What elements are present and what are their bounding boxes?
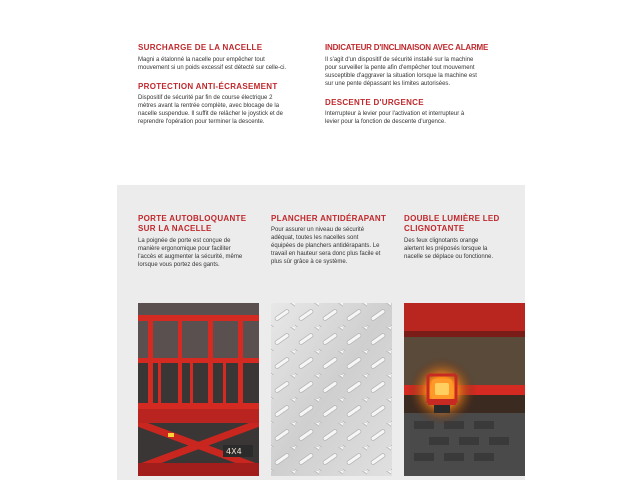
overload-title: SURCHARGE DE LA NACELLE (138, 43, 263, 52)
overload-body: Magni a étalonné la nacelle pour empêcher tout mouvement si un poids excessif est détecté sur celle-ci. (138, 57, 287, 71)
emergency-descent-body: Interrupteur à levier pour l'activation et interrupteur à levier pour la fonction de descente d'urgence. (325, 111, 465, 125)
gate-photo (138, 303, 259, 476)
gate-body: La poignée de porte est conçue de manière ergonomique pour faciliter l'accès et augmenter la sécurité, même lorsque vous portez des gants. (138, 238, 243, 268)
tilt-indicator-body: Il s'agit d'un dispositif de sécurité installé sur la machine pour surveiller la pente afin d'empêcher tout mouvement susceptible d'aggraver la situation lorsque la machine est sur une pente dépassant les limites autorisées. (325, 57, 477, 87)
floor-title: PLANCHER ANTIDÉRAPANT (271, 214, 387, 223)
crush-protection-body: Dispositif de sécurité par fin de course électrique 2 mètres avant la rentrée complète, avec blocage de la nacelle suspendue. Il suffit de relâcher le joystick et de reprendre l'opération pour terminer la descente. (138, 95, 283, 125)
floor-body: Pour assurer un niveau de sécurité adéquat, toutes les nacelles sont équipées de planchers antidérapants. Le travail en hauteur sera donc plus facile et plus sûr grâce à ce système. (271, 227, 381, 265)
led-light-photo (404, 303, 525, 476)
floor-photo (271, 303, 392, 476)
led-light-body: Des feux clignotants orange alertent les préposés lorsque la nacelle se déplace ou fonctionne. (404, 238, 494, 260)
led-light-title: DOUBLE LUMIÈRE LED CLIGNOTANTE (404, 214, 500, 233)
gate-title: PORTE AUTOBLOQUANTE SUR LA NACELLE (138, 214, 247, 233)
tilt-indicator-title: INDICATEUR D'INCLINAISON AVEC ALARME (325, 43, 489, 52)
gate-photo-label: 4X4 (226, 447, 242, 456)
emergency-descent-title: DESCENTE D'URGENCE (325, 98, 424, 107)
crush-protection-title: PROTECTION ANTI-ÉCRASEMENT (138, 82, 278, 91)
